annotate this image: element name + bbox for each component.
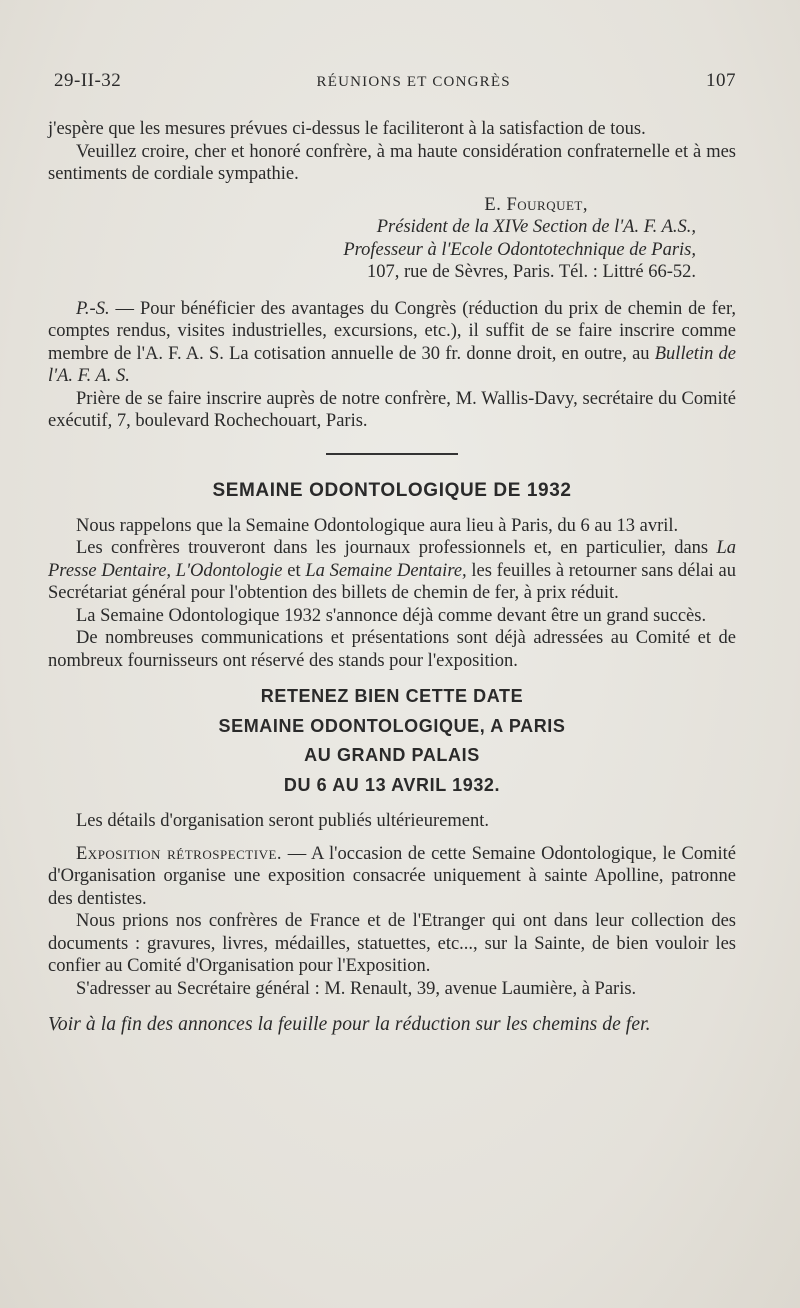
announcement-banner bbox=[48, 682, 736, 800]
banner-line-1: RETENEZ BIEN CETTE DATE bbox=[260, 686, 524, 706]
signature-block bbox=[48, 194, 736, 284]
header-date: 29-II-32 bbox=[54, 70, 122, 91]
journal-odontologie: L'Odontologie bbox=[175, 560, 283, 581]
page-body bbox=[48, 118, 736, 1037]
postscript-paragraph-1 bbox=[48, 298, 736, 388]
banner-line-3: AU GRAND PALAIS bbox=[304, 745, 480, 765]
running-header bbox=[54, 70, 736, 92]
banner-line-2: SEMAINE ODONTOLOGIQUE, A PARIS bbox=[218, 715, 566, 736]
semaine-paragraph-3: La Semaine Odontologique 1932 s'annonce déjà comme devant être un grand succès. bbox=[76, 605, 707, 626]
details-paragraph: Les détails d'organisation seront publiés ultérieurement. bbox=[76, 811, 489, 831]
footer-note: Voir à la fin des annonces la feuille pour la réduction sur les chemins de fer. bbox=[48, 1014, 651, 1035]
section-divider bbox=[326, 453, 458, 455]
header-section-title: RÉUNIONS ET CONGRÈS bbox=[316, 74, 511, 90]
intro-paragraph-2: Veuillez croire, cher et honoré confrère, à ma haute considération confraternelle et à mes sentiments de cordiale sympathie. bbox=[48, 141, 736, 184]
signature-name: E. Fourquet, bbox=[484, 194, 588, 215]
postscript-paragraph-2: Prière de se faire inscrire auprès de notre confrère, M. Wallis-Davy, secrétaire du Comité exécutif, 7, boulevard Rochechouart, Paris. bbox=[48, 388, 736, 431]
section-title: SEMAINE ODONTOLOGIQUE DE 1932 bbox=[212, 479, 572, 501]
postscript-text: — Pour bénéficier des avantages du Congrès (réduction du prix de chemin de fer, comptes rendus, visites industrielles, excursions, etc.), il suffit de se faire inscrire comme membre de l'A. F. A. S. La cotisation annuelle de 30 fr. donne droit, en outre, au bbox=[48, 298, 736, 364]
exposition-label: Exposition rétrospective. bbox=[76, 843, 283, 864]
postscript-label: P.-S. bbox=[76, 298, 110, 319]
exposition-paragraph-2: Nous prions nos confrères de France et de l'Etranger qui ont dans leur collection des documents : gravures, livres, médailles, statuettes, etc..., sur la Sainte, de bien vouloir les confier au Comité d'Organisation pour l'Exposition. bbox=[48, 911, 736, 976]
signature-title-1: Président de la XIVe Section de l'A. F. A.S., bbox=[376, 217, 696, 237]
exposition-paragraph-3: S'adresser au Secrétaire général : M. Renault, 39, avenue Laumière, à Paris. bbox=[76, 978, 637, 999]
intro-paragraph-1: j'espère que les mesures prévues ci-dessus le faciliteront à la satisfaction de tous. bbox=[48, 119, 646, 139]
exposition-paragraph-1: Exposition rétrospective. — A l'occasion de cette Semaine Odontologique, le Comité d'Organisation organise une exposition consacrée uniquement à sainte Apolline, patronne des dentistes. bbox=[48, 843, 737, 909]
semaine-paragraph-1: Nous rappelons que la Semaine Odontologique aura lieu à Paris, du 6 au 13 avril. bbox=[76, 515, 679, 536]
signature-title-2: Professeur à l'Ecole Odontotechnique de Paris, bbox=[343, 239, 696, 260]
semaine-paragraph-4: De nombreuses communications et présentations sont déjà adressées au Comité et de nombreux fournisseurs ont réservé des stands pour l'exposition. bbox=[48, 628, 736, 671]
signature-address: 107, rue de Sèvres, Paris. Tél. : Littré 66-52. bbox=[367, 262, 696, 282]
journal-presse-dentaire: La Presse Dentaire, bbox=[48, 538, 736, 581]
journal-semaine-dentaire: La Semaine Dentaire, bbox=[305, 560, 467, 581]
semaine-paragraph-2: Les confrères trouveront dans les journaux professionnels et, en particulier, dans La Presse Dentaire, L'Odontologie et La Semaine Dentaire, les feuilles à retourner sans délai au Secrétariat général pour l'obtention des billets de chemin de fer, à prix réduit. bbox=[48, 538, 736, 603]
page-number: 107 bbox=[705, 70, 736, 91]
postscript-journal: Bulletin de l'A. F. A. S. bbox=[48, 343, 736, 386]
banner-line-4: DU 6 AU 13 AVRIL 1932. bbox=[283, 774, 501, 795]
